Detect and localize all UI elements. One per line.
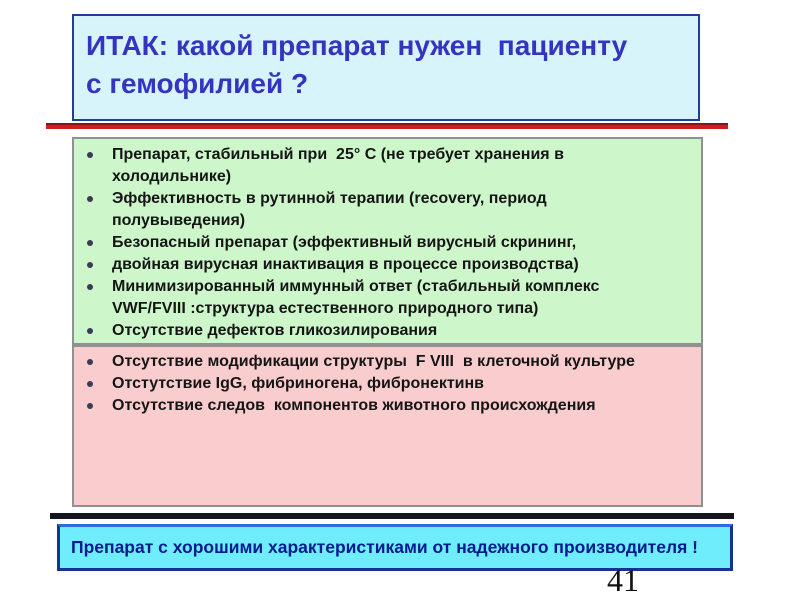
title-box [72, 14, 700, 121]
bullet-icon [87, 240, 93, 246]
bullet-line [74, 144, 701, 166]
pink-criteria-box [72, 345, 703, 507]
bullet-line [74, 298, 701, 320]
footer-text: Препарат с хорошими характеристиками от надежного производителя ! [71, 537, 699, 557]
bullet-text: Отсутствие дефектов гликозилирования [112, 322, 438, 339]
bullet-line [74, 395, 701, 417]
bullet-text: Отсутствие модификации структуры F VIII в клеточной культуре [112, 353, 635, 370]
bullet-line [74, 320, 701, 342]
footer-divider-line [50, 513, 734, 519]
bullet-text: полувыведения) [112, 212, 246, 229]
bullet-text: двойная вирусная инактивация в процессе производства) [112, 256, 579, 273]
slide-title-line: ИТАК: какой препарат нужен пациенту [86, 30, 628, 61]
bullet-line [74, 276, 701, 298]
green-criteria-box [72, 137, 703, 345]
bullet-line [74, 166, 701, 188]
page-number: 41 [607, 562, 639, 598]
bullet-line [74, 373, 701, 395]
red-divider-line [46, 123, 728, 129]
bullet-text: холодильнике) [112, 168, 232, 185]
bullet-line [74, 188, 701, 210]
bullet-text: Отстутствие IgG, фибриногена, фибронектинв [112, 375, 485, 392]
bullet-line [74, 210, 701, 232]
bullet-icon [87, 328, 93, 334]
bullet-line [74, 254, 701, 276]
bullet-text: Препарат, стабильный при 25° С (не требует хранения в [112, 146, 564, 163]
bullet-text: Безопасный препарат (эффективный вирусный скрининг, [112, 234, 577, 251]
bullet-text: Отсутствие следов компонентов животного происхождения [112, 397, 596, 414]
bullet-text: VWF/FVIII :структура естественного природного типа) [112, 300, 539, 317]
bullet-line [74, 351, 701, 373]
bullet-icon [87, 381, 93, 387]
bullet-icon [87, 359, 93, 365]
slide-title-line: с гемофилией ? [86, 68, 309, 99]
bullet-icon [87, 196, 93, 202]
bullet-text: Минимизированный иммунный ответ (стабильный комплекс [112, 278, 600, 295]
bullet-icon [87, 284, 93, 290]
bullet-icon [87, 262, 93, 268]
bullet-icon [87, 152, 93, 158]
bullet-text: Эффективность в рутинной терапии (recovery, период [112, 190, 547, 207]
bullet-icon [87, 403, 93, 409]
bullet-line [74, 232, 701, 254]
